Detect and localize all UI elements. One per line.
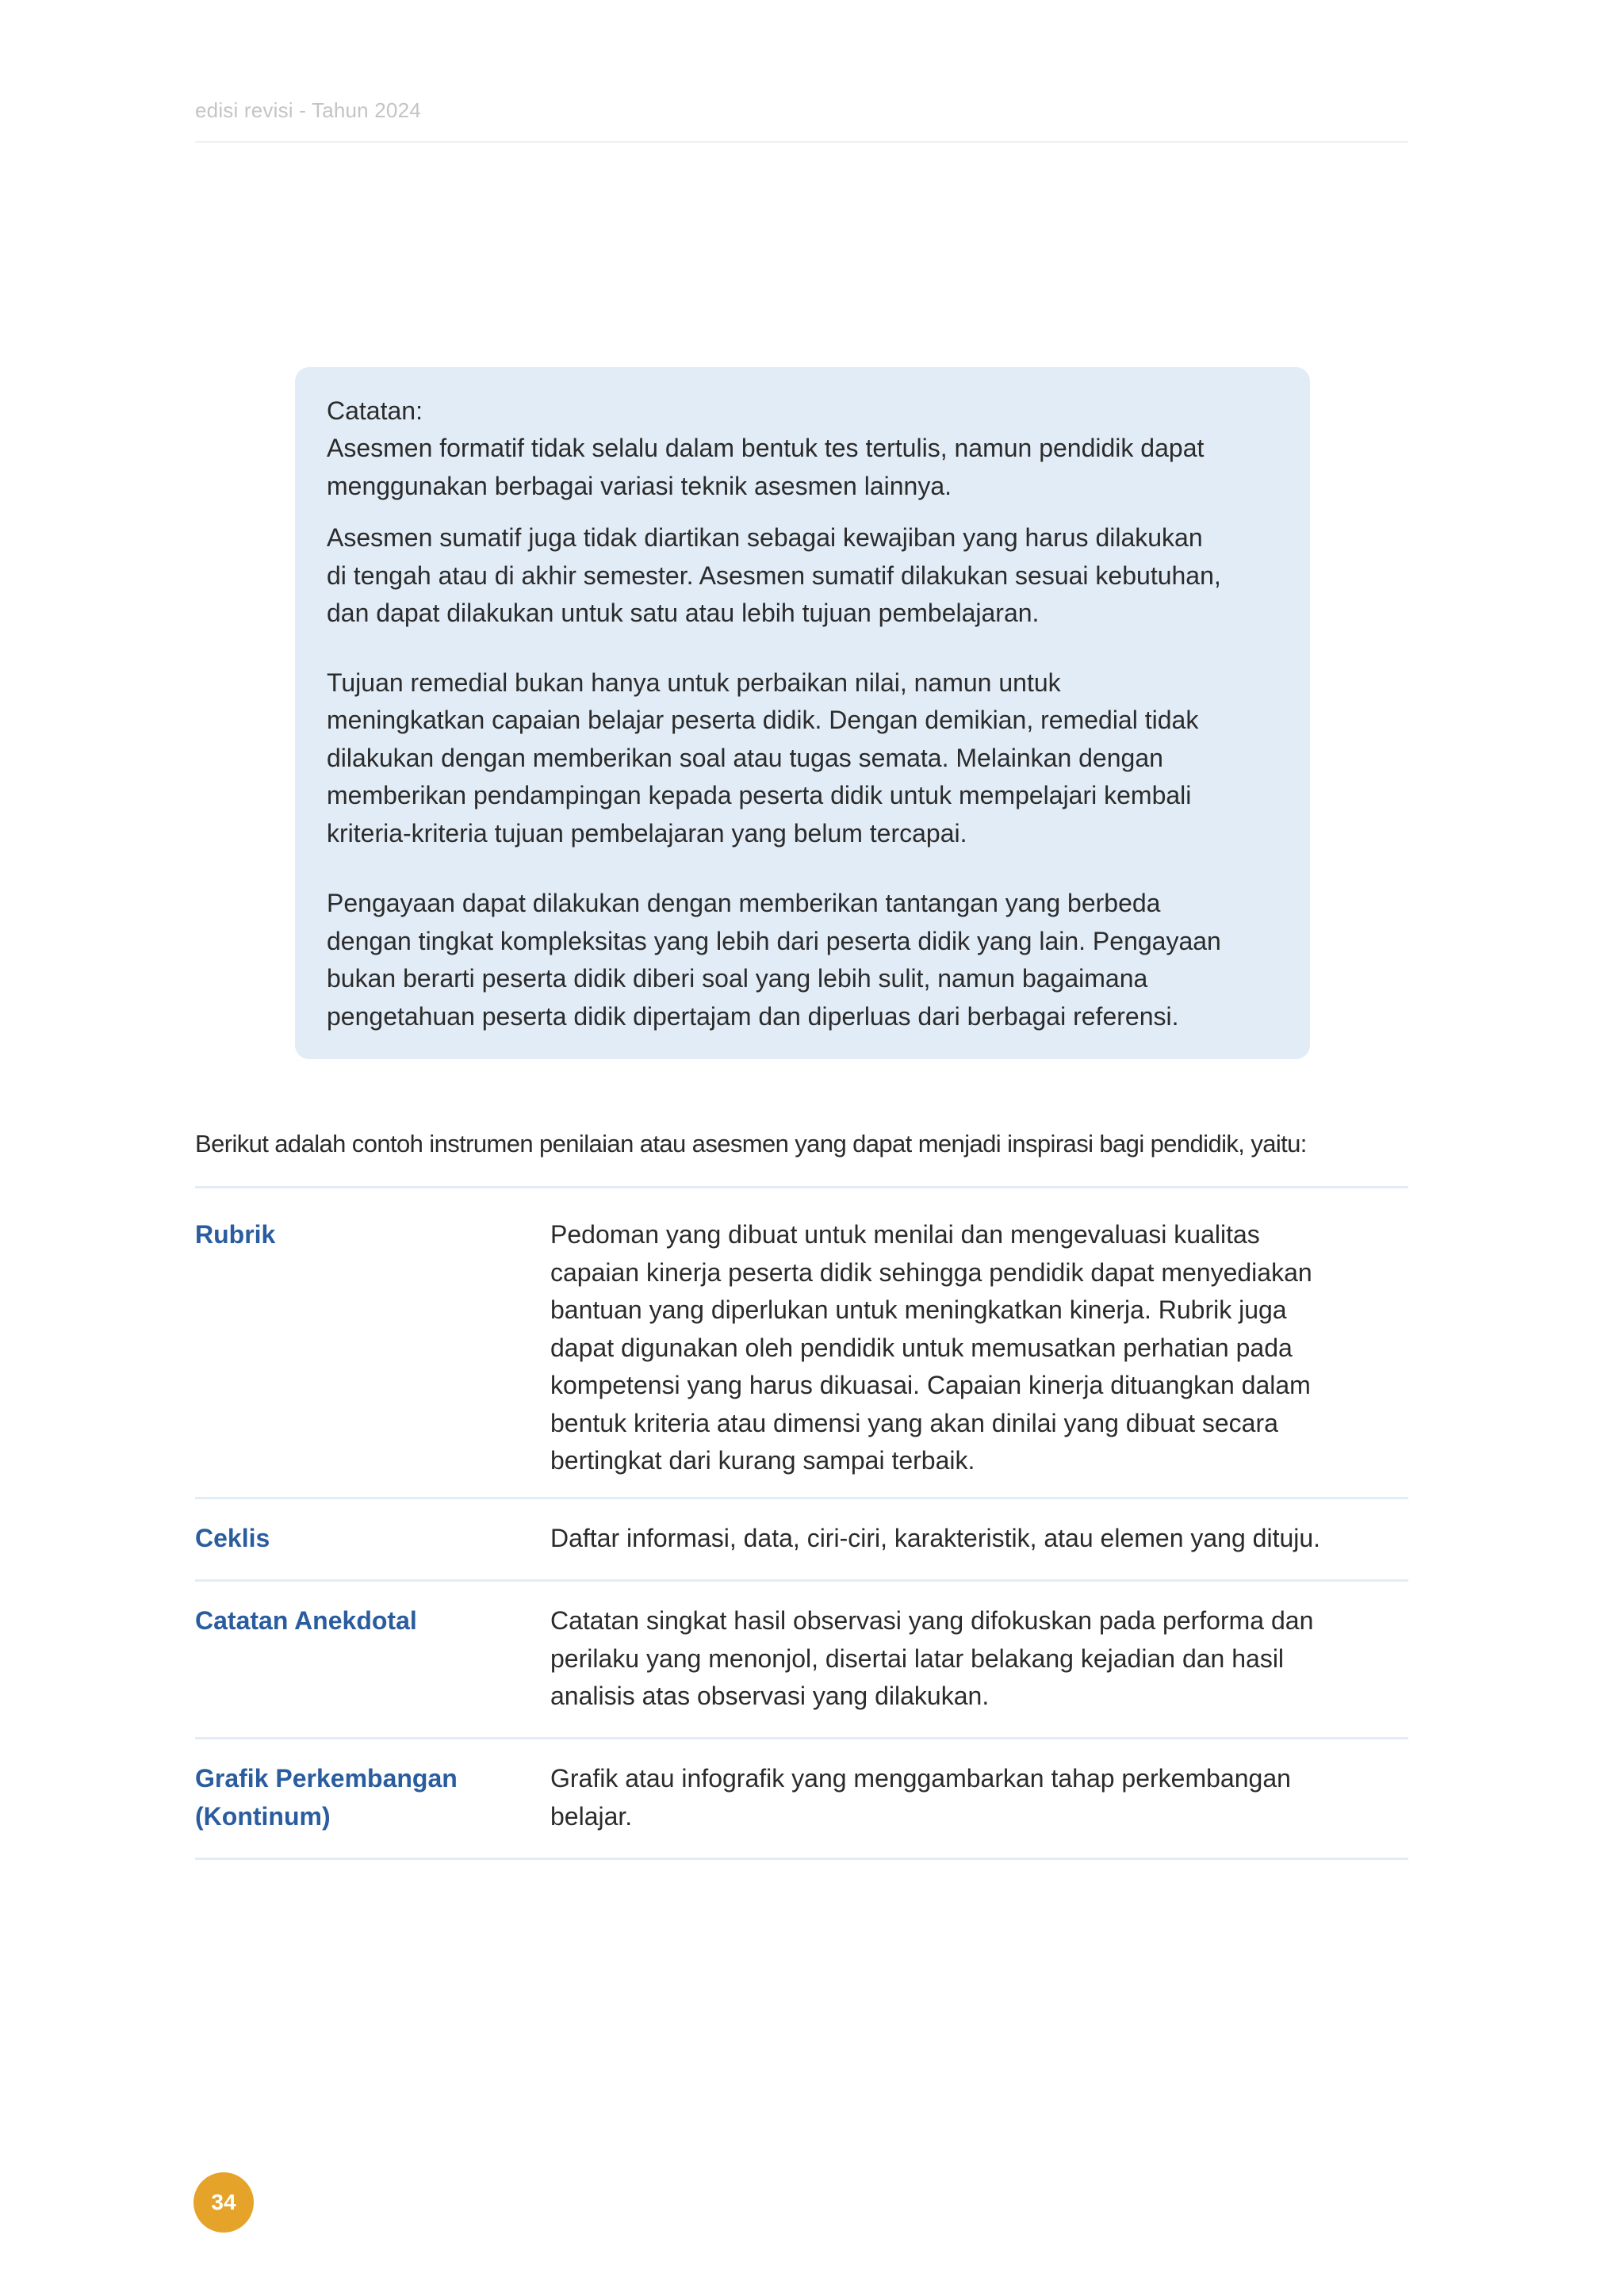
term-ceklis: Ceklis <box>195 1524 270 1552</box>
term-rubrik: Rubrik <box>195 1220 276 1249</box>
term-catatan-anekdotal: Catatan Anekdotal <box>195 1606 417 1635</box>
definition-grafik-perkembangan: Grafik atau infografik yang menggambarkan tahap perkembangan belajar. <box>550 1764 1291 1831</box>
note-box <box>295 367 1310 1059</box>
note-paragraph-formative: Asesmen formatif tidak selalu dalam bentuk tes tertulis, namun pendidik dapat menggunakan berbagai variasi teknik asesmen lainnya. <box>327 434 1205 500</box>
table-row <box>195 1499 1408 1582</box>
page-header <box>195 98 1408 143</box>
note-paragraph-summative: Asesmen sumatif juga tidak diartikan sebagai kewajiban yang harus dilakukan di tengah atau di akhir semester. Asesmen sumatif dilakukan sesuai kebutuhan, dan dapat dilakukan untuk satu atau lebih tujuan pembelajaran. <box>327 523 1221 627</box>
table-row <box>195 1582 1408 1739</box>
instrument-table <box>195 1186 1408 1860</box>
definition-catatan-anekdotal: Catatan singkat hasil observasi yang difokuskan pada performa dan perilaku yang menonjol, disertai latar belakang kejadian dan hasil analisis atas observasi yang dilakukan. <box>550 1606 1314 1710</box>
intro-text: Berikut adalah contoh instrumen penilaian atau asesmen yang dapat menjadi inspirasi bagi pendidik, yaitu: <box>195 1130 1307 1158</box>
edition-label: edisi revisi - Tahun 2024 <box>195 98 421 122</box>
page-number-badge <box>193 2172 254 2233</box>
note-paragraph-enrichment: Pengayaan dapat dilakukan dengan memberikan tantangan yang berbeda dengan tingkat kompleksitas yang lebih dari peserta didik yang lain. Pengayaan bukan berarti peserta didik diberi soal yang lebih sulit, namun bagaimana pengetahuan peserta didik dipertajam dan diperluas dari berbagai referensi. <box>327 889 1221 1031</box>
table-row <box>195 1739 1408 1860</box>
note-title: Catatan: <box>327 396 423 425</box>
definition-rubrik: Pedoman yang dibuat untuk menilai dan mengevaluasi kualitas capaian kinerja peserta didik sehingga pendidik dapat menyediakan bantuan yang diperlukan untuk meningkatkan kinerja. Rubrik juga dapat digunakan oleh pendidik untuk memusatkan perhatian pada kompetensi yang harus dikuasai. Capaian kinerja dituangkan dalam bentuk kriteria atau dimensi yang akan dinilai yang dibuat secara bertingkat dari kurang sampai terbaik. <box>550 1220 1312 1475</box>
definition-ceklis: Daftar informasi, data, ciri-ciri, karakteristik, atau elemen yang dituju. <box>550 1524 1321 1552</box>
table-row <box>195 1188 1408 1499</box>
term-grafik-perkembangan: Grafik Perkembangan (Kontinum) <box>195 1764 458 1831</box>
page-number: 34 <box>211 2190 236 2214</box>
note-paragraph-remedial: Tujuan remedial bukan hanya untuk perbaikan nilai, namun untuk meningkatkan capaian belajar peserta didik. Dengan demikian, remedial tidak dilakukan dengan memberikan soal atau tugas semata. Melainkan dengan memberikan pendampingan kepada peserta didik untuk mempelajari kembali kriteria-kriteria tujuan pembelajaran yang belum tercapai. <box>327 668 1199 848</box>
